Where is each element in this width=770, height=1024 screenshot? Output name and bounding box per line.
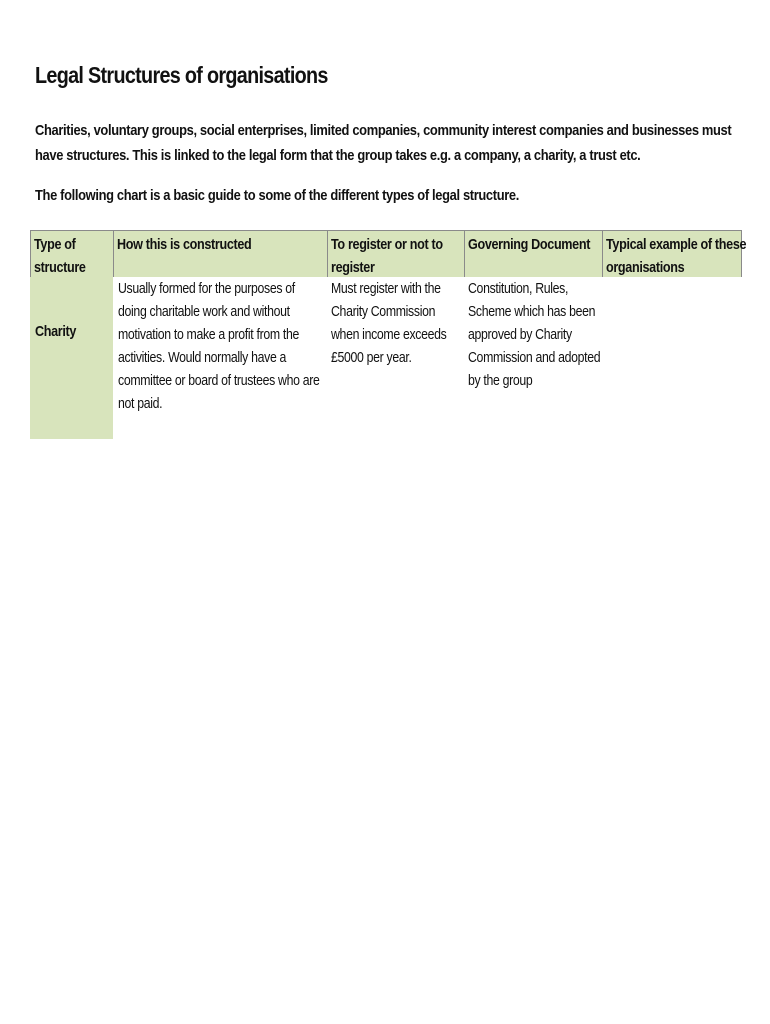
page-title: Legal Structures of organisations (35, 62, 328, 88)
cell-type-of-structure (30, 277, 113, 439)
cell-text: Charity (35, 323, 77, 340)
header-label: To register or not to register (331, 236, 443, 276)
cell-governing-document (468, 277, 601, 392)
intro-paragraph: Charities, voluntary groups, social enterprises, limited companies, community interest companies and businesses must have structures. This is linked to the legal form that the group takes e.g. a company, a charity, a trust etc. (35, 122, 732, 164)
cell-text: Must register with the Charity Commission when income exceeds £5000 per year. (331, 280, 447, 366)
cell-how-constructed (118, 277, 326, 415)
header-register (327, 231, 464, 277)
table-header-row (30, 230, 747, 277)
header-label: Typical example of these organisations (606, 236, 747, 276)
chart-intro-text: The following chart is a basic guide to some of the different types of legal structure. (35, 187, 520, 204)
cell-text: Usually formed for the purposes of doing charitable work and without motivation to make a profit from the activities. Would normally have a committee or board of trustees who are not paid. (118, 280, 320, 412)
table-row (30, 277, 742, 439)
header-label: Governing Document (468, 236, 591, 253)
legal-structures-table (30, 230, 747, 439)
header-governing-document (464, 231, 602, 277)
header-label: Type of structure (34, 236, 86, 276)
cell-register (331, 277, 463, 369)
header-type-of-structure (31, 231, 113, 277)
header-how-constructed (113, 231, 327, 277)
cell-text: Constitution, Rules, Scheme which has been approved by Charity Commission and adopted by the group (468, 280, 601, 389)
header-typical-example (602, 231, 747, 277)
header-label: How this is constructed (117, 236, 252, 253)
